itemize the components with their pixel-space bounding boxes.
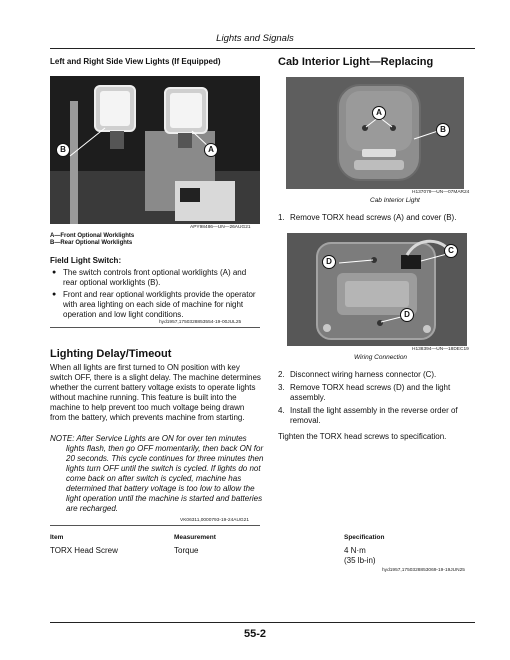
step-number: 2. — [278, 370, 285, 379]
switch-bullet-list — [52, 268, 260, 322]
list-item — [278, 406, 478, 426]
callout-c: C — [444, 244, 458, 258]
step-one-list — [278, 213, 478, 226]
step-number: 1. — [278, 213, 285, 222]
lighting-delay-heading: Lighting Delay/Timeout — [50, 348, 172, 360]
tighten-instruction: Tighten the TORX head screws to specification. — [278, 432, 447, 441]
legend-item: A—Front Optional Worklights — [50, 233, 135, 239]
note-block — [50, 434, 264, 514]
photo-id-label: H137079—UN—07MAR24 — [412, 190, 470, 195]
callout-b: B — [56, 143, 70, 157]
section-divider — [50, 327, 260, 328]
cab-interior-light-heading: Cab Interior Light—Replacing — [278, 56, 434, 68]
note-label: NOTE: — [50, 434, 75, 443]
table-header-item: Item — [50, 534, 64, 541]
table-cell-spec-secondary: (35 lb-in) — [344, 556, 376, 565]
side-view-lights-photo — [50, 76, 260, 224]
step-text: Remove TORX head screws (A) and cover (B). — [290, 213, 457, 222]
steps-list — [278, 370, 478, 429]
photo-id-label: APY98486—UN—26AUG21 — [190, 225, 251, 230]
step-text: Disconnect wiring harness connector (C). — [290, 370, 437, 379]
photo-caption: Wiring Connection — [354, 354, 408, 361]
field-light-switch-heading: Field Light Switch: — [50, 256, 122, 265]
callout-b: B — [436, 123, 450, 137]
list-item — [278, 213, 478, 223]
cab-interior-light-photo — [286, 77, 464, 189]
reference-code: VK06311,0000793-19-24AUG21 — [180, 518, 249, 523]
table-header-specification: Specification — [344, 534, 385, 541]
reference-code: hyd1957,1750328853069-19-19JUN25 — [382, 568, 465, 573]
callout-a: A — [204, 143, 218, 157]
page-header-title: Lights and Signals — [216, 33, 294, 44]
table-cell-item: TORX Head Screw — [50, 546, 118, 555]
table-cell-measurement: Torque — [174, 546, 199, 555]
footer-rule — [50, 622, 475, 623]
legend-item: B—Rear Optional Worklights — [50, 240, 133, 246]
side-lights-heading: Left and Right Side View Lights (If Equipped) — [50, 57, 221, 66]
table-header-row — [50, 534, 475, 544]
wiring-connection-photo — [287, 233, 467, 346]
photo-caption: Cab Interior Light — [370, 197, 420, 204]
table-header-measurement: Measurement — [174, 534, 216, 541]
list-item — [278, 370, 478, 380]
header-rule — [50, 48, 475, 49]
photo-id-label: H138394—UN—18DEC19 — [412, 347, 469, 352]
step-number: 4. — [278, 406, 285, 415]
spec-table — [50, 534, 475, 570]
lighting-delay-body: When all lights are first turned to ON position with key switch OFF, there is a slight delay. The machine determines whether the current battery voltage exists to operate lights without machine running. This feature is built into the machine to help prevent too much voltage being drawn from the battery, which prevents machine from starting. — [50, 363, 261, 422]
wiring-illustration — [287, 233, 467, 346]
worklights-illustration — [50, 76, 260, 224]
list-item: ● The switch controls front optional worklights (A) and rear optional worklights (B). — [52, 268, 260, 288]
table-cell-spec: 4 N·m — [344, 546, 366, 555]
list-item — [278, 383, 478, 403]
reference-code: hyd1957,1750328853554-19-00JUL25 — [159, 320, 242, 325]
note-first-line: After Service Lights are ON for over ten minutes — [76, 434, 247, 443]
step-number: 3. — [278, 383, 285, 392]
note-text: lights flash, then go OFF momentarily, then back ON for 20 seconds. This cycle continues for three minutes then lights turn OFF until the switch is cycled. If lights do not come back on after switch is cycled, machine has determined that battery voltage is too low to allow the light operation until the machine is started and batteries are recharged. — [66, 444, 264, 513]
page-number: 55-2 — [243, 628, 267, 640]
callout-d: D — [322, 255, 336, 269]
callout-d: D — [400, 308, 414, 322]
section-divider — [50, 525, 260, 526]
step-text: Install the light assembly in the reverse order of removal. — [290, 406, 458, 425]
table-row — [50, 546, 475, 570]
step-text: Remove TORX head screws (D) and the light assembly. — [290, 383, 451, 402]
list-item: ● Front and rear optional worklights provide the operator with area lighting on each side of machine for night operation and low light conditions. — [52, 290, 260, 320]
photo-legend — [50, 232, 134, 248]
callout-a: A — [372, 106, 386, 120]
